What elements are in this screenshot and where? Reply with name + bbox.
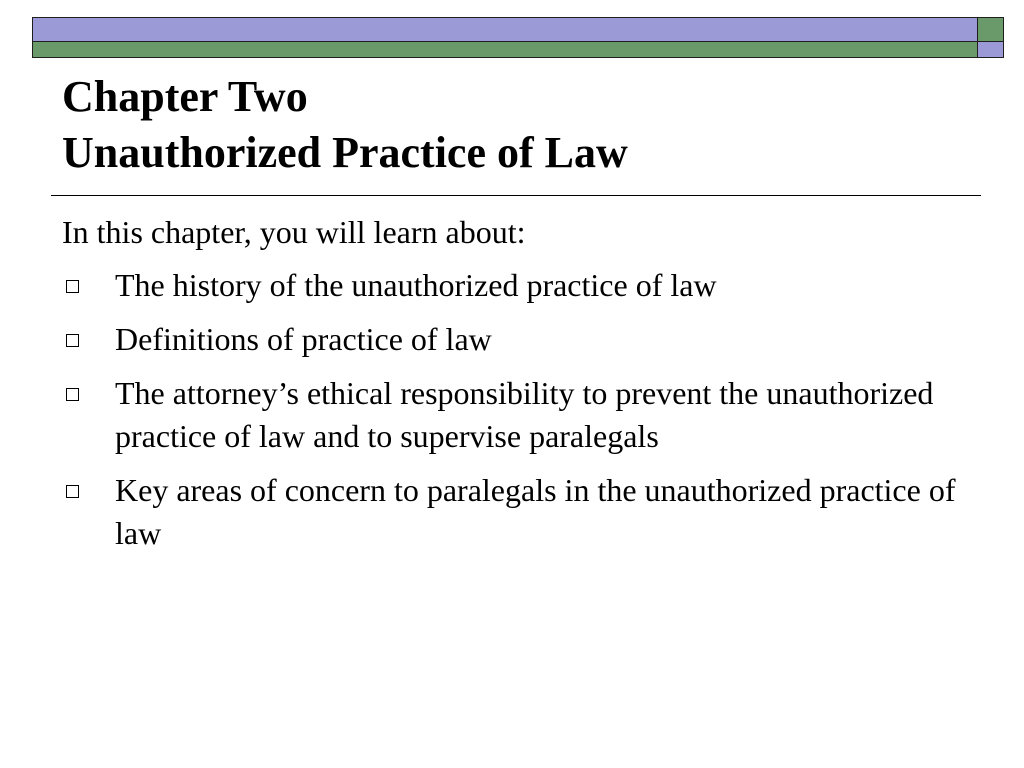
bullet-text: Definitions of practice of law xyxy=(115,321,492,357)
slide-title xyxy=(62,69,628,181)
bullet-item xyxy=(62,469,962,555)
slide-title-line-1: Chapter Two xyxy=(62,72,308,121)
bullet-text: The history of the unauthorized practice of law xyxy=(115,267,717,303)
bullet-item xyxy=(62,318,962,361)
header-bar-purple xyxy=(32,17,978,42)
hollow-square-icon xyxy=(66,485,79,498)
bullet-item xyxy=(62,264,962,307)
corner-block-purple xyxy=(977,41,1004,58)
hollow-square-icon xyxy=(66,280,79,293)
title-divider xyxy=(51,195,981,196)
bullet-text: Key areas of concern to paralegals in the unauthorized practice of law xyxy=(115,472,956,551)
corner-block-green xyxy=(977,17,1004,42)
hollow-square-icon xyxy=(66,334,79,347)
header-bar-green xyxy=(32,41,978,58)
hollow-square-icon xyxy=(66,388,79,401)
slide-title-line-2: Unauthorized Practice of Law xyxy=(62,128,628,177)
bullet-item xyxy=(62,372,962,458)
intro-text: In this chapter, you will learn about: xyxy=(62,214,526,250)
bullet-text: The attorney’s ethical responsibility to prevent the unauthorized practice of law and to supervise paralegals xyxy=(115,375,934,454)
bullet-list xyxy=(62,264,962,566)
